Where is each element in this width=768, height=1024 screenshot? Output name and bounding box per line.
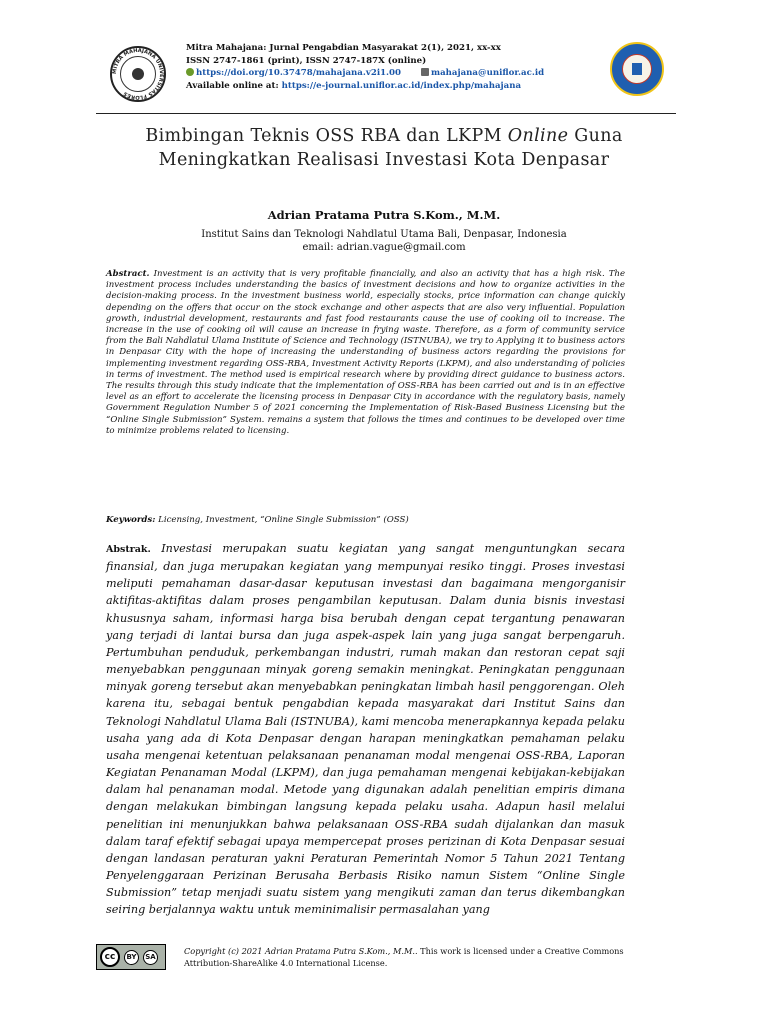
doi-link[interactable]: https://doi.org/10.37478/mahajana.v2i1.00 xyxy=(196,68,402,78)
journal-issn: ISSN 2747-1861 (print), ISSN 2747-187X (online) xyxy=(186,55,427,66)
license-footer xyxy=(96,944,676,984)
cc-icon: cc xyxy=(100,947,120,967)
keywords-text: Licensing, Investment, “Online Single Submission” (OSS) xyxy=(155,515,409,525)
universitas-flores-logo xyxy=(610,42,664,96)
journal-header xyxy=(96,36,676,116)
abstract-text: Investment is an activity that is very profitable financially, and also an activity that has a high risk. The investment process includes understanding the basics of investment decisions and how to organize activities in the decision-making process. In the investment business world, especially stocks, price information can change quickly depending on the offers that occur on the stock exchange and other aspects that are also very influential. Population growth, industrial development, restaurants and fast food restaurants cause the use of cooking oil to increase. The increase in the use of cooking oil will cause an increase in frying waste. Therefore, as a form of community service from the Bali Nahdlatul Ulama Institute of Science and Technology (ISTNUBA), we try to Applying it to business actors in Denpasar City with the hope of increasing the understanding of business actors regarding the provisions for implementing investment regarding OSS-RBA, Investment Activity Reports (LKPM), and also understanding of policies in terms of investment. The method used is empirical research where by providing direct guidance to business actors. The results through this study indicate that the implementation of OSS-RBA has been carried out and is in an effective level as an effort to accelerate the licensing process in Denpasar City in accordance with the regulatory basis, namely Government Regulation Number 5 of 2021 concerning the Implementation of Risk-Based Business Licensing but the “Online Single Submission” System. remains a system that follows the times and continues to be developed over time to minimize problems related to licensing. xyxy=(106,269,625,436)
journal-meta xyxy=(186,42,544,92)
cc-by-sa-badge[interactable] xyxy=(96,944,166,970)
header-divider xyxy=(96,113,676,114)
abstract-english xyxy=(106,269,625,437)
journal-email-link[interactable]: mahajana@uniflor.ac.id xyxy=(431,68,545,78)
journal-url-link[interactable]: https://e-journal.uniflor.ac.id/index.php/mahajana xyxy=(281,80,522,91)
by-icon: BY xyxy=(124,950,139,965)
sa-icon: SA xyxy=(143,950,158,965)
keywords xyxy=(106,515,625,525)
keywords-label: Keywords: xyxy=(106,515,156,525)
logo-ring-text xyxy=(110,46,166,102)
doi-icon xyxy=(186,68,194,76)
abstrak-text: Investasi merupakan suatu kegiatan yang sangat menguntungkan secara finansial, dan juga merupakan kegiatan yang mempunyai resiko tinggi. Proses investasi meliputi pemahaman dasar-dasar keputusan investasi dan bagaimana mengorganisir aktifitas-aktifitas dalam proses pengambilan keputusan. Dalam dunia bisnis investasi khususnya saham, informasi harga bisa berubah dengan cepat tergantung penawaran yang terjadi di lantai bursa dan juga aspek-aspek lain yang juga sangat berpengaruh. Pertumbuhan penduduk, perkembangan industri, rumah makan dan restoran cepat saji menyebabkan penggunaan minyak goreng semakin meningkat. Peningkatan penggunaan minyak goreng tersebut akan menyebabkan peningkatan limbah hasil penggorengan. Oleh karena itu, sebagai bentuk pengabdian kepada masyarakat dari Institut Sains dan Teknologi Nahdlatul Ulama Bali (ISTNUBA), kami mencoba menerapkannya kepada pelaku usaha yang ada di Kota Denpasar dengan harapan meningkatkan pemahaman pelaku usaha mengenai ketentuan pelaksanaan penanaman modal mengenai OSS-RBA, Laporan Kegiatan Penanaman Modal (LKPM), dan juga pemahaman mengenai kebijakan-kebijakan dalam hal penanaman modal. Metode yang digunakan adalah penelitian empiris dimana dengan melakukan bimbingan langsung kepada pelaku usaha. Adapun hasil melalui penelitian ini menunjukkan bahwa pelaksanaan OSS-RBA sudah dijalankan dan masuk dalam taraf efektif sebagai upaya mempercepat proses perizinan di Kota Denpasar sesuai dengan landasan peraturan yakni Peraturan Pemerintah Nomor 5 Tahun 2021 Tentang Penyelenggaraan Perizinan Berusaha Berbasis Risiko namun Sistem “Online Single Submission” tetap menjadi suatu sistem yang mengikuti zaman dan terus dikembangkan seiring berjalannya waktu untuk meminimalisir permasalahan yang xyxy=(106,542,625,917)
author-affiliation: Institut Sains dan Teknologi Nahdlatul Utama Bali, Denpasar, Indonesia email: adrian.vague@gmail.com xyxy=(96,228,672,254)
paper-title: Bimbingan Teknis OSS RBA dan LKPM Online Guna Meningkatkan Realisasi Investasi Kota Denpasar xyxy=(145,126,623,170)
email-icon xyxy=(421,68,429,76)
abstract-indonesian xyxy=(106,540,625,918)
author-name: Adrian Pratama Putra S.Kom., M.M. xyxy=(267,208,501,222)
author-email: email: adrian.vague@gmail.com xyxy=(302,242,466,253)
abstrak-label: Abstrak. xyxy=(106,544,151,555)
copyright-text: Copyright (c) 2021 Adrian Pratama Putra S.Kom., M.M.. xyxy=(184,946,418,956)
mitra-mahajana-logo xyxy=(110,46,166,102)
journal-citation: Mitra Mahajana: Jurnal Pengabdian Masyarakat 2(1), 2021, xx-xx xyxy=(186,43,501,53)
license-text: Copyright (c) 2021 Adrian Pratama Putra S.Kom., M.M.. This work is licensed under a Creative Commons Attribution-ShareAlike 4.0 International License. xyxy=(184,946,624,968)
abstract-label: Abstract. xyxy=(106,269,150,279)
svg-text:MITRA MAHAJANA UNIVERSITAS FLO: MITRA MAHAJANA UNIVERSITAS FLORES xyxy=(111,47,165,101)
available-label: Available online at: xyxy=(186,80,279,91)
